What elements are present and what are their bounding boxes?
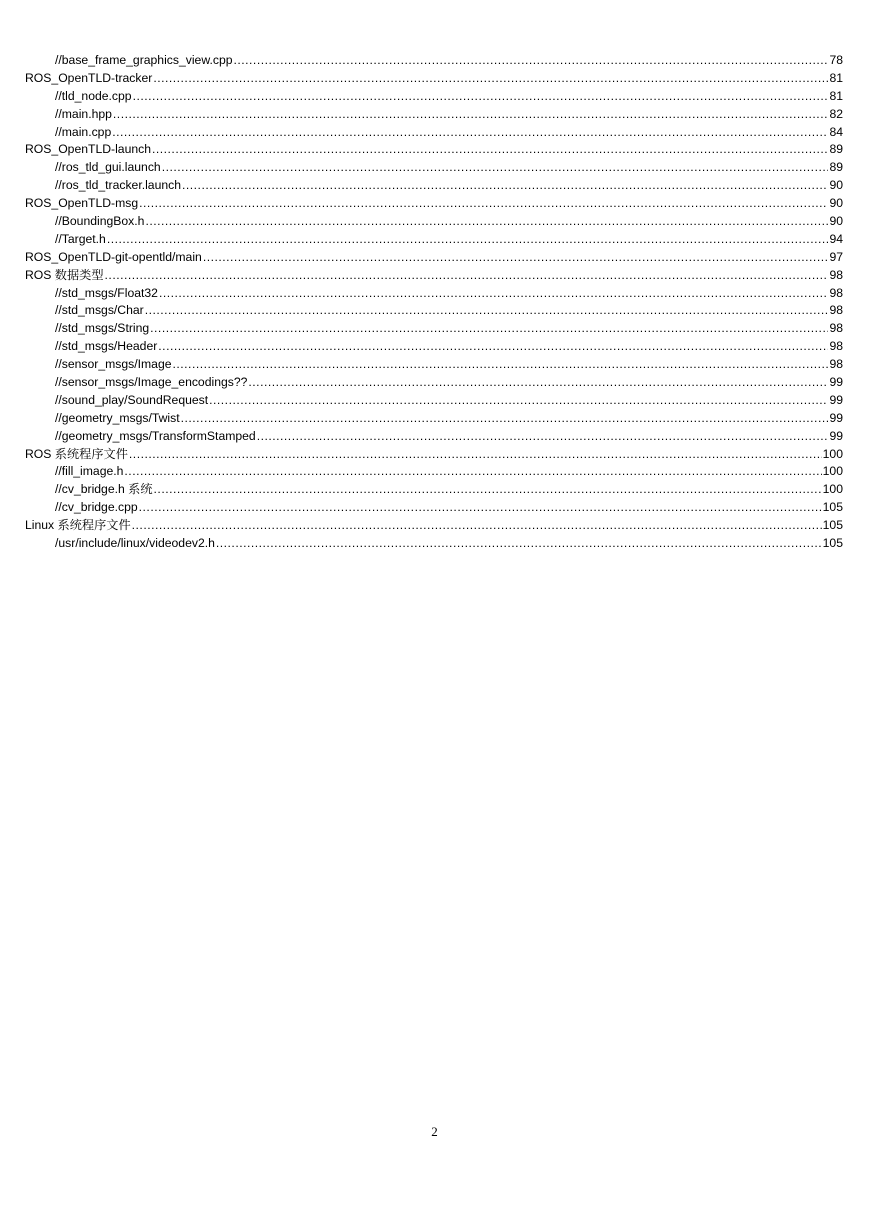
toc-dot-leader — [203, 249, 829, 267]
toc-dot-leader — [132, 517, 822, 535]
toc-dot-leader — [107, 231, 829, 249]
toc-dot-leader — [162, 159, 829, 177]
toc-entry-page-number[interactable]: 100 — [822, 482, 843, 497]
toc-dot-leader — [129, 446, 822, 464]
toc-entry-title[interactable]: Linux 系统程序文件 — [25, 518, 131, 533]
toc-entry-title[interactable]: ROS_OpenTLD-launch — [25, 142, 151, 157]
toc-entry-title[interactable]: ROS 系统程序文件 — [25, 446, 128, 461]
toc-entry-title[interactable]: ROS_OpenTLD-msg — [25, 196, 139, 211]
toc-entry-page-number[interactable]: 99 — [829, 428, 843, 443]
toc-dot-leader — [257, 428, 829, 446]
toc-entry-page-number[interactable]: 99 — [829, 410, 843, 425]
table-of-contents — [25, 52, 843, 553]
toc-dot-leader — [248, 374, 828, 392]
toc-entry-title[interactable]: ROS_OpenTLD-tracker — [25, 70, 153, 85]
toc-entry[interactable] — [25, 410, 843, 428]
toc-entry[interactable] — [25, 320, 843, 338]
toc-entry[interactable] — [25, 52, 843, 70]
toc-entry[interactable] — [25, 159, 843, 177]
toc-dot-leader — [145, 302, 829, 320]
toc-entry[interactable] — [25, 141, 843, 159]
toc-dot-leader — [182, 177, 828, 195]
toc-entry-page-number[interactable]: 81 — [829, 88, 843, 103]
toc-entry-page-number[interactable]: 98 — [829, 357, 843, 372]
toc-entry[interactable] — [25, 106, 843, 124]
toc-entry[interactable] — [25, 231, 843, 249]
toc-entry-title[interactable]: //std_msgs/Char — [55, 303, 144, 318]
toc-entry-title[interactable]: //sensor_msgs/Image — [55, 357, 172, 372]
toc-entry-page-number[interactable]: 98 — [829, 321, 843, 336]
toc-entry-page-number[interactable]: 105 — [822, 500, 843, 515]
toc-entry[interactable] — [25, 267, 843, 285]
page-number: 2 — [431, 1124, 438, 1139]
toc-entry[interactable] — [25, 428, 843, 446]
toc-entry-title[interactable]: /usr/include/linux/videodev2.h — [55, 536, 215, 551]
toc-entry-title[interactable]: //std_msgs/Float32 — [55, 285, 158, 300]
toc-entry[interactable] — [25, 517, 843, 535]
toc-entry-title[interactable]: //ros_tld_tracker.launch — [55, 178, 182, 193]
toc-entry-page-number[interactable]: 81 — [829, 70, 843, 85]
toc-dot-leader — [216, 535, 822, 553]
toc-entry-page-number[interactable]: 94 — [829, 231, 843, 246]
toc-entry-page-number[interactable]: 78 — [829, 53, 843, 67]
toc-entry[interactable] — [25, 338, 843, 356]
toc-entry-page-number[interactable]: 100 — [822, 464, 843, 479]
toc-entry[interactable] — [25, 356, 843, 374]
toc-dot-leader — [153, 70, 828, 88]
toc-dot-leader — [152, 141, 828, 159]
toc-entry-page-number[interactable]: 84 — [829, 124, 843, 139]
toc-entry-title[interactable]: //ros_tld_gui.launch — [55, 160, 161, 175]
toc-entry[interactable] — [25, 249, 843, 267]
toc-dot-leader — [173, 356, 829, 374]
toc-entry[interactable] — [25, 124, 843, 142]
toc-entry[interactable] — [25, 374, 843, 392]
toc-entry-page-number[interactable]: 105 — [822, 518, 843, 533]
toc-entry[interactable] — [25, 285, 843, 303]
toc-entry-page-number[interactable]: 100 — [822, 446, 843, 461]
toc-dot-leader — [181, 410, 829, 428]
toc-entry-title[interactable]: //BoundingBox.h — [55, 214, 145, 229]
toc-entry[interactable] — [25, 481, 843, 499]
toc-entry-page-number[interactable]: 98 — [829, 267, 843, 282]
toc-entry-title[interactable]: //std_msgs/String — [55, 321, 150, 336]
toc-entry-page-number[interactable]: 98 — [829, 303, 843, 318]
toc-entry-title[interactable]: //tld_node.cpp — [55, 88, 132, 103]
toc-entry[interactable] — [25, 70, 843, 88]
toc-entry[interactable] — [25, 499, 843, 517]
toc-entry-page-number[interactable]: 90 — [829, 178, 843, 193]
toc-dot-leader — [139, 499, 822, 517]
toc-dot-leader — [154, 481, 822, 499]
toc-entry-title[interactable]: //std_msgs/Header — [55, 339, 158, 354]
toc-dot-leader — [158, 338, 828, 356]
toc-entry[interactable] — [25, 177, 843, 195]
toc-dot-leader — [234, 52, 829, 70]
toc-entry-title[interactable]: //cv_bridge.h 系统 — [55, 482, 153, 497]
toc-entry-title[interactable]: //sensor_msgs/Image_encodings?? — [55, 375, 248, 390]
toc-dot-leader — [105, 267, 829, 285]
toc-dot-leader — [159, 285, 828, 303]
toc-entry-title[interactable]: //cv_bridge.cpp — [55, 500, 138, 515]
toc-entry-title[interactable]: //Target.h — [55, 231, 106, 246]
toc-entry-page-number[interactable]: 82 — [829, 106, 843, 121]
toc-entry-title[interactable]: //geometry_msgs/TransformStamped — [55, 428, 256, 443]
toc-entry-page-number[interactable]: 97 — [829, 249, 843, 264]
toc-entry[interactable] — [25, 195, 843, 213]
toc-dot-leader — [113, 106, 829, 124]
toc-entry[interactable] — [25, 88, 843, 106]
toc-dot-leader — [133, 88, 829, 106]
toc-entry-page-number[interactable]: 98 — [829, 339, 843, 354]
toc-entry-page-number[interactable]: 99 — [829, 375, 843, 390]
toc-dot-leader — [209, 392, 828, 410]
toc-entry[interactable] — [25, 213, 843, 231]
toc-entry-page-number[interactable]: 89 — [829, 160, 843, 175]
toc-entry-title[interactable]: //geometry_msgs/Twist — [55, 410, 180, 425]
toc-entry-title[interactable]: //sound_play/SoundRequest — [55, 392, 209, 407]
toc-entry[interactable] — [25, 463, 843, 481]
toc-entry[interactable] — [25, 392, 843, 410]
toc-entry-page-number[interactable]: 98 — [829, 285, 843, 300]
toc-entry-page-number[interactable]: 90 — [829, 214, 843, 229]
toc-entry-page-number[interactable]: 105 — [822, 536, 843, 551]
toc-dot-leader — [139, 195, 828, 213]
toc-entry[interactable] — [25, 535, 843, 553]
toc-entry-title[interactable]: //fill_image.h — [55, 464, 124, 479]
toc-entry-title[interactable]: //main.cpp — [55, 124, 112, 139]
toc-dot-leader — [145, 213, 828, 231]
toc-entry-title[interactable]: ROS 数据类型 — [25, 267, 104, 282]
toc-dot-leader — [112, 124, 828, 142]
toc-dot-leader — [150, 320, 828, 338]
toc-entry-page-number[interactable]: 90 — [829, 196, 843, 211]
toc-entry-title[interactable]: //main.hpp — [55, 106, 112, 121]
toc-entry[interactable] — [25, 302, 843, 320]
toc-entry-page-number[interactable]: 89 — [829, 142, 843, 157]
toc-entry-title[interactable]: //base_frame_graphics_view.cpp — [55, 53, 233, 67]
toc-dot-leader — [124, 463, 821, 481]
toc-entry-title[interactable]: ROS_OpenTLD-git-opentld/main — [25, 249, 202, 264]
toc-entry-page-number[interactable]: 99 — [829, 392, 843, 407]
toc-entry[interactable] — [25, 446, 843, 464]
